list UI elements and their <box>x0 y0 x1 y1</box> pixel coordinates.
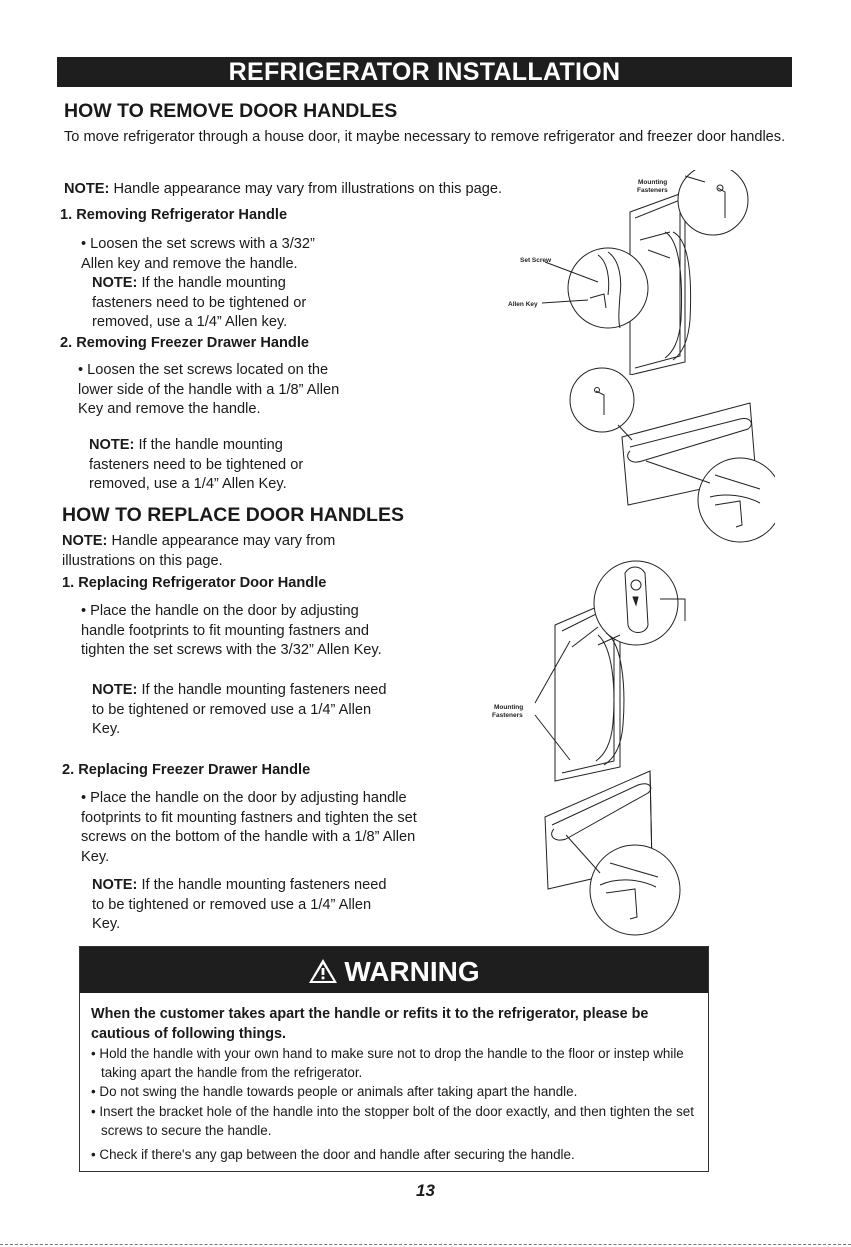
warning-triangle-icon <box>308 958 338 984</box>
note-label: NOTE: <box>92 275 138 291</box>
note-text: If the handle mounting fasteners need to be tightened or removed, use a 1/4” Allen key. <box>92 275 307 331</box>
warning-lead: When the customer takes apart the handle or refits it to the refrigerator, please be cautious of following things. <box>91 1006 649 1042</box>
note-label: NOTE: <box>92 877 138 893</box>
remove-step1-title: 1. Removing Refrigerator Handle <box>60 207 288 223</box>
note-text: If the handle mounting fasteners need to be tightened or removed use a 1/4” Allen Key. <box>92 877 387 933</box>
refrigerator-handle-removal-figure <box>480 170 770 375</box>
page-number: 13 <box>416 1181 435 1200</box>
freezer-handle-removal-figure <box>560 365 775 545</box>
note-text: Handle appearance may vary from illustrations on this page. <box>62 533 336 569</box>
remove-heading: HOW TO REMOVE DOOR HANDLES <box>64 100 398 122</box>
footer-rule <box>0 1244 851 1245</box>
warning-item: • Check if there's any gap between the door and handle after securing the handle. <box>91 1147 575 1162</box>
note-label: NOTE: <box>64 181 110 197</box>
replace-step2-note <box>92 876 392 935</box>
mounting-fasteners-label: Mounting <box>638 179 668 186</box>
warning-box <box>79 946 709 1172</box>
remove-step2-note <box>89 436 339 495</box>
allen-key-label: Allen Key <box>508 301 538 308</box>
mounting-fasteners-label-replace-2: Fasteners <box>492 712 523 719</box>
remove-step1-text: • Loosen the set screws with a 3/32” Allen key and remove the handle. <box>81 236 315 272</box>
freezer-handle-replace-figure <box>540 755 780 945</box>
replace-step1-note <box>92 681 392 740</box>
page-title-banner: REFRIGERATOR INSTALLATION <box>57 57 792 87</box>
note-label: NOTE: <box>62 533 108 549</box>
remove-step2-title: 2. Removing Freezer Drawer Handle <box>60 335 309 351</box>
note-text: If the handle mounting fasteners need to be tightened or removed use a 1/4” Allen Key. <box>92 682 387 738</box>
warning-item: • Insert the bracket hole of the handle into the stopper bolt of the door exactly, and then tighten the set screws to secure the handle. <box>91 1104 694 1138</box>
warning-title: WARNING <box>344 956 480 987</box>
replace-step1-text: • Place the handle on the door by adjusting handle footprints to fit mounting fastners and tighten the set screws with the 3/32” Allen Key. <box>81 603 382 659</box>
replace-note <box>62 532 372 571</box>
remove-intro: To move refrigerator through a house door, it maybe necessary to remove refrigerator and freezer door handles. <box>64 129 786 145</box>
replace-step2-title: 2. Replacing Freezer Drawer Handle <box>62 762 311 778</box>
mounting-fasteners-label-replace: Mounting <box>494 704 524 711</box>
remove-step1-note <box>92 274 342 333</box>
mounting-fasteners-label-2: Fasteners <box>637 187 668 194</box>
remove-step2-text: • Loosen the set screws located on the lower side of the handle with a 1/8” Allen Key and remove the handle. <box>78 362 340 418</box>
refrigerator-handle-replace-figure <box>480 555 720 785</box>
note-text: Handle appearance may vary from illustrations on this page. <box>109 181 503 197</box>
replace-step1-title: 1. Replacing Refrigerator Door Handle <box>62 575 327 591</box>
note-label: NOTE: <box>92 682 138 698</box>
set-screw-label: Set Screw <box>520 257 552 264</box>
warning-item: • Do not swing the handle towards people or animals after taking apart the handle. <box>91 1084 578 1099</box>
note-text: If the handle mounting fasteners need to be tightened or removed, use a 1/4” Allen Key. <box>89 437 304 493</box>
replace-heading: HOW TO REPLACE DOOR HANDLES <box>62 504 404 526</box>
note-label: NOTE: <box>89 437 135 453</box>
warning-header <box>80 947 708 993</box>
warning-item: • Hold the handle with your own hand to make sure not to drop the handle to the floor or instep while taking apart the handle from the refrigerator. <box>91 1046 684 1080</box>
replace-step2-text: • Place the handle on the door by adjusting handle footprints to fit mounting fastners and tighten the set screws on the bottom of the handle with a 1/8” Allen Key. <box>81 790 417 866</box>
